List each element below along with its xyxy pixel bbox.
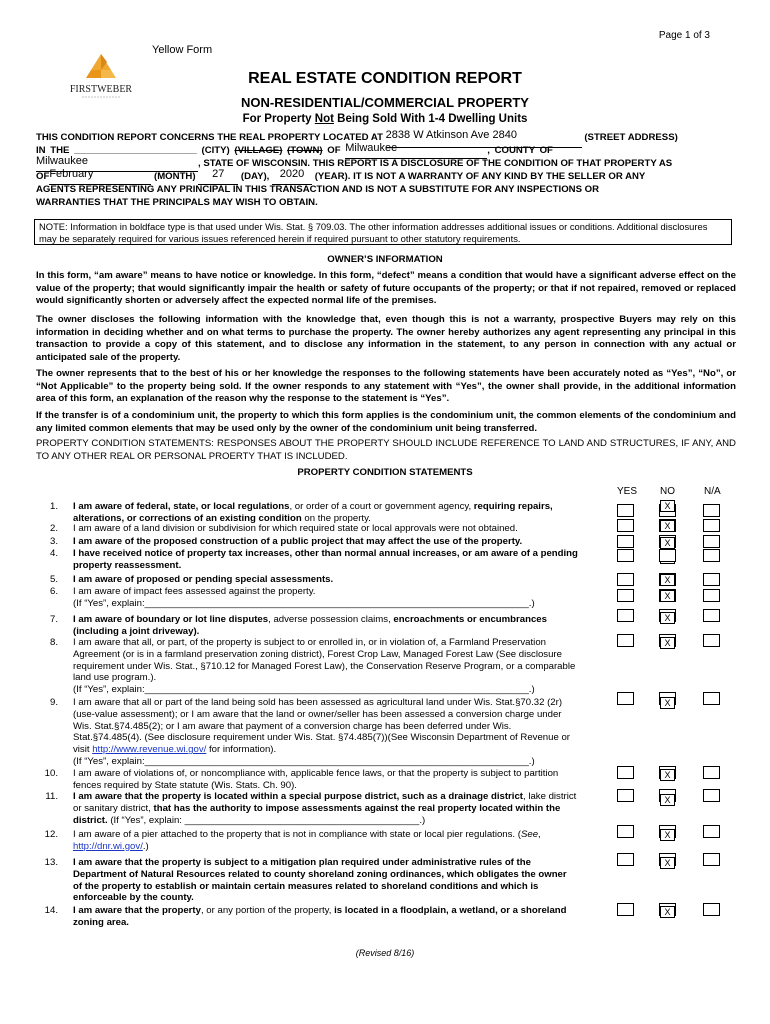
intro-line-6: WARRANTIES THAT THE PRINCIPALS MAY WISH TO OBTAIN. (36, 197, 318, 208)
statements-heading: PROPERTY CONDITION STATEMENTS (297, 467, 473, 478)
statement-number: 9. (49, 697, 58, 708)
statement-number: 14. (44, 905, 58, 916)
street-address-field[interactable]: 2838 W Atkinson Ave 2840 (386, 133, 582, 148)
statement-text: I am aware of a land division or subdivision for which required state or local approvals were not obtained. (73, 523, 518, 534)
na-column-header: N/A (704, 486, 721, 497)
yes-checkbox[interactable] (617, 766, 634, 779)
day-field[interactable]: 27 (198, 170, 238, 185)
na-checkbox[interactable] (703, 634, 720, 647)
no-checked-mark: X (660, 590, 675, 602)
revision-note: (Revised 8/16) (355, 948, 415, 958)
statement-text: I am aware that all or part of the land being sold has been assessed as agricultural land under Wis. Stat.§70.32 (2r) (use-value assessment); or I am aware that the land or owner/seller has been assessed a conversion charge under Wis. Stat.§74.485(2); or I am aware that payment of a conversion charge has been deferred under Wis. Stat.§74.485(4). (See disclosure requirement under Wis. Stat. §74.485(7))(See Wisconsin Department of Revenue or visit http://www.revenue.wi.gov/ for information). (If “Yes”, explain:________________________________________________________________________.) (73, 697, 570, 767)
yes-checkbox[interactable] (617, 692, 634, 705)
yes-checkbox[interactable] (617, 853, 634, 866)
no-checked-mark: X (660, 520, 675, 532)
na-checkbox[interactable] (703, 573, 720, 586)
owners-info-para-4: If the transfer is of a condominium unit, the property to which this form applies is the condominium unit, the common elements of the condominium and any limited common elements that may be used only by the owner of the condominium unit being transferred. (36, 410, 736, 434)
yes-checkbox[interactable] (617, 589, 634, 602)
statement-number: 3. (49, 536, 58, 547)
statement-number: 4. (49, 548, 58, 559)
yes-checkbox[interactable] (617, 549, 634, 562)
yes-checkbox[interactable] (617, 573, 634, 586)
yes-checkbox[interactable] (617, 825, 634, 838)
statement-text: I have received notice of property tax increases, other than normal annual increases, or am aware of a pending property reassessment. (73, 548, 578, 571)
statement-text: I am aware that the property, or any portion of the property, is located in a floodplain, a wetland, or a shoreland zoning area. (73, 905, 567, 928)
na-checkbox[interactable] (703, 519, 720, 532)
na-checkbox[interactable] (703, 789, 720, 802)
yes-checkbox[interactable] (617, 504, 634, 517)
intro-line-1: THIS CONDITION REPORT CONCERNS THE REAL PROPERTY LOCATED AT 2838 W Atkinson Ave 2840 (STREET ADDRESS) (36, 131, 736, 146)
statement-text: I am aware of violations of, or noncompliance with, applicable fence laws, or that the property is subject to partition fences required by State statute (Wis. Stats. Ch. 90). (73, 768, 559, 791)
no-checked-mark: X (660, 829, 675, 841)
svg-text:FIRSTWEBER: FIRSTWEBER (69, 84, 133, 95)
statement-text: I am aware of impact fees assessed against the property. (If “Yes”, explain:________________________________________________________________________.) (73, 586, 535, 609)
statement-text: I am aware of the proposed construction of a public project that may affect the use of the property. (73, 536, 523, 547)
document-tagline: For Property Not Being Sold With 1-4 Dwelling Units (242, 113, 528, 125)
yes-checkbox[interactable] (617, 634, 634, 647)
municipality-field[interactable]: Milwaukee (345, 144, 487, 159)
no-checked-mark: X (660, 537, 675, 549)
yes-checkbox[interactable] (617, 609, 634, 622)
no-checked-mark: X (660, 769, 675, 781)
no-checked-mark: X (660, 697, 675, 709)
na-checkbox[interactable] (703, 535, 720, 548)
na-checkbox[interactable] (703, 589, 720, 602)
month-field[interactable]: February (49, 170, 151, 185)
owners-info-para-3: The owner represents that to the best of his or her knowledge the responses to the following statements have been accurately noted as “Yes”, “No”, or “Not Applicable” to the property being sold. If the owner responds to any statement with “Yes”, the owner shall provide, in the additional information area of this form, an explanation of the reason why the response to the statement is “Yes”. (36, 368, 736, 405)
note-box: NOTE: Information in boldface type is that used under Wis. Stat. § 709.03. The other information addresses additional issues or conditions. Additional disclosures may be separately required for various issues referenced herein if required pursuant to other statutory requirements. (34, 219, 732, 245)
no-checked-mark: X (660, 574, 675, 586)
no-checked-mark: X (660, 612, 675, 624)
county-field[interactable]: Milwaukee (36, 157, 198, 172)
intro-line-4: OFFebruary (MONTH) 27 (DAY), 2020 (YEAR). IT IS NOT A WARRANTY OF ANY KIND BY THE SELLER OR ANY (36, 170, 736, 185)
statement-text: I am aware of proposed or pending special assessments. (73, 574, 334, 585)
owners-info-para-5: PROPERTY CONDITION STATEMENTS: RESPONSES ABOUT THE PROPERTY SHOULD INCLUDE REFERENCE TO LAND AND STRUCTURES, IF ANY, AND TO ANY OTHER REAL OR PERSONAL PROERTY THAT IS INCLUDED. (36, 438, 736, 462)
yes-column-header: YES (617, 486, 638, 497)
statement-number: 11. (45, 791, 58, 802)
statement-number: 12. (44, 829, 58, 840)
statement-text: I am aware that all, or part, of the property is subject to or enrolled in, or in violation of, a Farmland Preservation Agreement (or is in a farmland preservation zoning district), Forest Crop Law, Managed Forest Law (See disclosure requirement under Wis. Stat., §710.12 for Managed Forest Law), the Conservation Reserve Program, or a comparable land use program.). (If “Yes”, explain:________________________________________________________________________.) (73, 637, 576, 696)
no-checkbox[interactable] (659, 549, 676, 562)
statement-number: 7. (49, 614, 58, 625)
na-checkbox[interactable] (703, 825, 720, 838)
na-checkbox[interactable] (703, 504, 720, 517)
no-column-header: NO (660, 486, 675, 497)
intro-line-5: AGENTS REPRESENTING ANY PRINCIPAL IN THIS TRANSACTION AND IS NOT A SUBSTITUTE FOR ANY INSPECTIONS OR (36, 184, 600, 195)
no-checked-mark: X (660, 637, 675, 649)
owners-info-heading: OWNER’S INFORMATION (327, 254, 443, 265)
intro-line-3: Milwaukee , STATE OF WISCONSIN. THIS REPORT IS A DISCLOSURE OF THE CONDITION OF THAT PROPERTY AS (36, 157, 736, 172)
yes-checkbox[interactable] (617, 903, 634, 916)
statement-text: I am aware of federal, state, or local regulations, or order of a court or government agency, requiring repairs, alterations, or corrections of an existing condition on the property. (73, 501, 553, 524)
owners-info-para-2: The owner discloses the following information with the knowledge that, even though this is not a warranty, prospective Buyers may rely on this information in deciding whether and on what terms to purchase the property. The owner hereby authorizes any agent representing any principal in this transaction to provide a copy of this statement, and to disclose any information in the statement, to any person in connection with any actual or anticipated sale of the property. (36, 314, 736, 363)
na-checkbox[interactable] (703, 903, 720, 916)
na-checkbox[interactable] (703, 766, 720, 779)
na-checkbox[interactable] (703, 692, 720, 705)
statement-text: I am aware that the property is subject to a mitigation plan required under administrative rules of the Department of Natural Resources related to county shoreland zoning ordinances, which obligates the owner of the property to establish or maintain certain measures related to shoreland conditions and which is enforceable by the county. (73, 857, 567, 904)
document-title: REAL ESTATE CONDITION REPORT (248, 70, 522, 87)
document-subtitle: NON-RESIDENTIAL/COMMERCIAL PROPERTY (241, 95, 529, 110)
statement-number: 5. (49, 574, 58, 585)
no-checked-mark: X (660, 906, 675, 918)
yes-checkbox[interactable] (617, 789, 634, 802)
statement-number: 13. (44, 857, 58, 868)
na-checkbox[interactable] (703, 549, 720, 562)
statement-number: 8. (49, 637, 58, 648)
page-number: Page 1 of 3 (658, 30, 710, 41)
na-checkbox[interactable] (703, 609, 720, 622)
statement-number: 1. (49, 501, 58, 512)
statement-number: 10. (44, 768, 58, 779)
yes-checkbox[interactable] (617, 535, 634, 548)
no-checked-mark: X (660, 500, 675, 512)
intro-line-2: IN THE _______________________ (CITY) (VILLAGE) (TOWN) OF Milwaukee , COUNTY OF (36, 144, 736, 159)
owners-info-para-1: In this form, “am aware” means to have notice or knowledge. In this form, “defect” means a condition that would have a significant adverse effect on the value of the property; that would significantly impair the health or safety of future occupants of the property; or that if not repaired, removed or replaced would significantly shorten or adversely affect the expected normal life of the premises. (36, 270, 736, 307)
form-name: Yellow Form (152, 44, 213, 56)
no-checked-mark: X (660, 794, 675, 806)
year-field[interactable]: 2020 (272, 170, 312, 185)
na-checkbox[interactable] (703, 853, 720, 866)
statement-number: 6. (49, 586, 58, 597)
no-checked-mark: X (660, 857, 675, 869)
statement-text: I am aware of a pier attached to the property that is not in compliance with state or local pier regulations. (See, http://dnr.wi.gov/.) (73, 829, 541, 852)
statement-text: I am aware that the property is located within a special purpose district, such as a drainage district, lake district or sanitary district, that has the authority to impose assessments against the real property located within the district. (If “Yes”, explain: ____________________________________________.) (73, 791, 577, 826)
statement-text: I am aware of boundary or lot line disputes, adverse possession claims, encroachments or encumbrances (including a joint driveway). (73, 614, 547, 637)
statement-number: 2. (49, 523, 58, 534)
yes-checkbox[interactable] (617, 519, 634, 532)
